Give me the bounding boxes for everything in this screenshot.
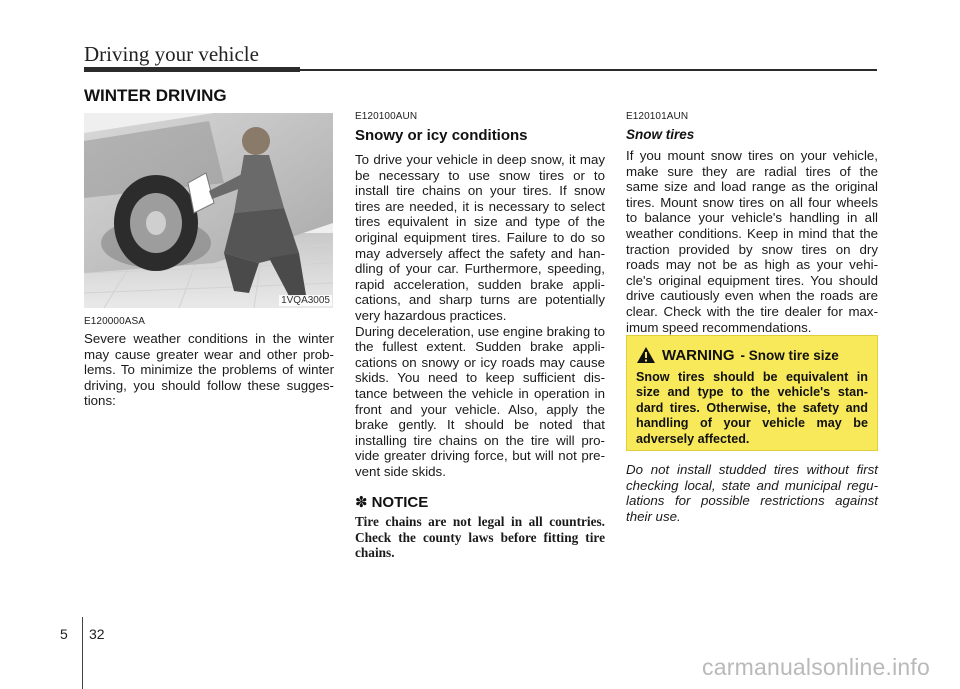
warning-heading: [636, 346, 868, 364]
section-code: E120101AUN: [626, 111, 689, 122]
section-code: E120100AUN: [355, 111, 418, 122]
intro-paragraph: Severe weather conditions in the winter may cause greater wear and other prob-lems. To minimize the problems of winter driving, you should follow these sugges-tions:: [84, 331, 334, 409]
section-code: E120000ASA: [84, 316, 146, 327]
chapter-number: 5: [60, 626, 68, 642]
notice-label: NOTICE: [371, 493, 429, 511]
section-title: WINTER DRIVING: [84, 86, 227, 105]
heading-snowy-icy: Snowy or icy conditions: [355, 127, 528, 144]
tire-chain-illustration: [84, 113, 333, 308]
column-snow-tires: [626, 111, 878, 335]
warning-triangle-icon: [636, 346, 656, 364]
figure-code: 1VQA3005: [281, 295, 330, 306]
warning-box: [626, 335, 878, 451]
notice-text: Tire chains are not legal in all countries. Check the county laws before fitting tire chains.: [355, 514, 605, 561]
snowy-paragraph-1: To drive your vehicle in deep snow, it may be necessary to use snow tires or to install tire chains on your tires. If snow tires are needed, it is necessary to select tires equivalent in size and type of the original equipment tires. Failure to do so may adversely affect the safety and han-dling of your car. Furthermore, speeding, rapid acceleration, sudden brake appli-cations, and sharp turns are potentially very hazardous practices.: [355, 152, 605, 323]
warning-subtitle: - Snow tire size: [740, 347, 839, 363]
page-number: 32: [89, 626, 105, 642]
site-watermark: carmanualsonline.info: [702, 654, 930, 680]
page-header-title: Driving your vehicle: [84, 42, 259, 66]
warning-label: WARNING: [662, 346, 735, 364]
header-rule-thick: [84, 67, 300, 72]
notice-heading: [355, 493, 605, 511]
page-number-divider: [82, 617, 83, 689]
notice-asterisk-icon: ✽: [355, 494, 368, 512]
woman-installing-tire-chain-icon: [84, 113, 333, 308]
header-rule-thin: [300, 69, 877, 71]
warning-text: Snow tires should be equivalent in size and type to the vehicle's stan-dard tires. Otherwise, the safety and handling of your vehicle may be adversely affected.: [636, 370, 868, 446]
heading-snow-tires: Snow tires: [626, 127, 695, 142]
column-intro: [84, 316, 334, 409]
column-snowy-icy: [355, 111, 605, 561]
snowy-paragraph-2: During deceleration, use engine braking to the fullest extent. Sudden brake appli-cations on snowy or icy roads may cause skids. You need to keep sufficient dis-tance between the vehicle in operation in front and your vehicle. Also, apply the brake gently. It should be noted that installing tire chains on the tire will pro-vide greater driving force, but will not pre-vent side skids.: [355, 323, 605, 479]
studded-tires-note: Do not install studded tires without first checking local, state and municipal regu-lations for possible restrictions against their use.: [626, 462, 878, 524]
snow-tires-paragraph: If you mount snow tires on your vehicle, make sure they are radial tires of the same size and load range as the original tires. Mount snow tires on all four wheels to balance your vehicle's handling in all weather conditions. Keep in mind that the traction provided by snow tires on dry roads may not be as high as your vehi-cle's original equipment tires. You should drive cautiously even when the roads are clear. Check with the tire dealer for max-imum speed recommendations.: [626, 148, 878, 335]
